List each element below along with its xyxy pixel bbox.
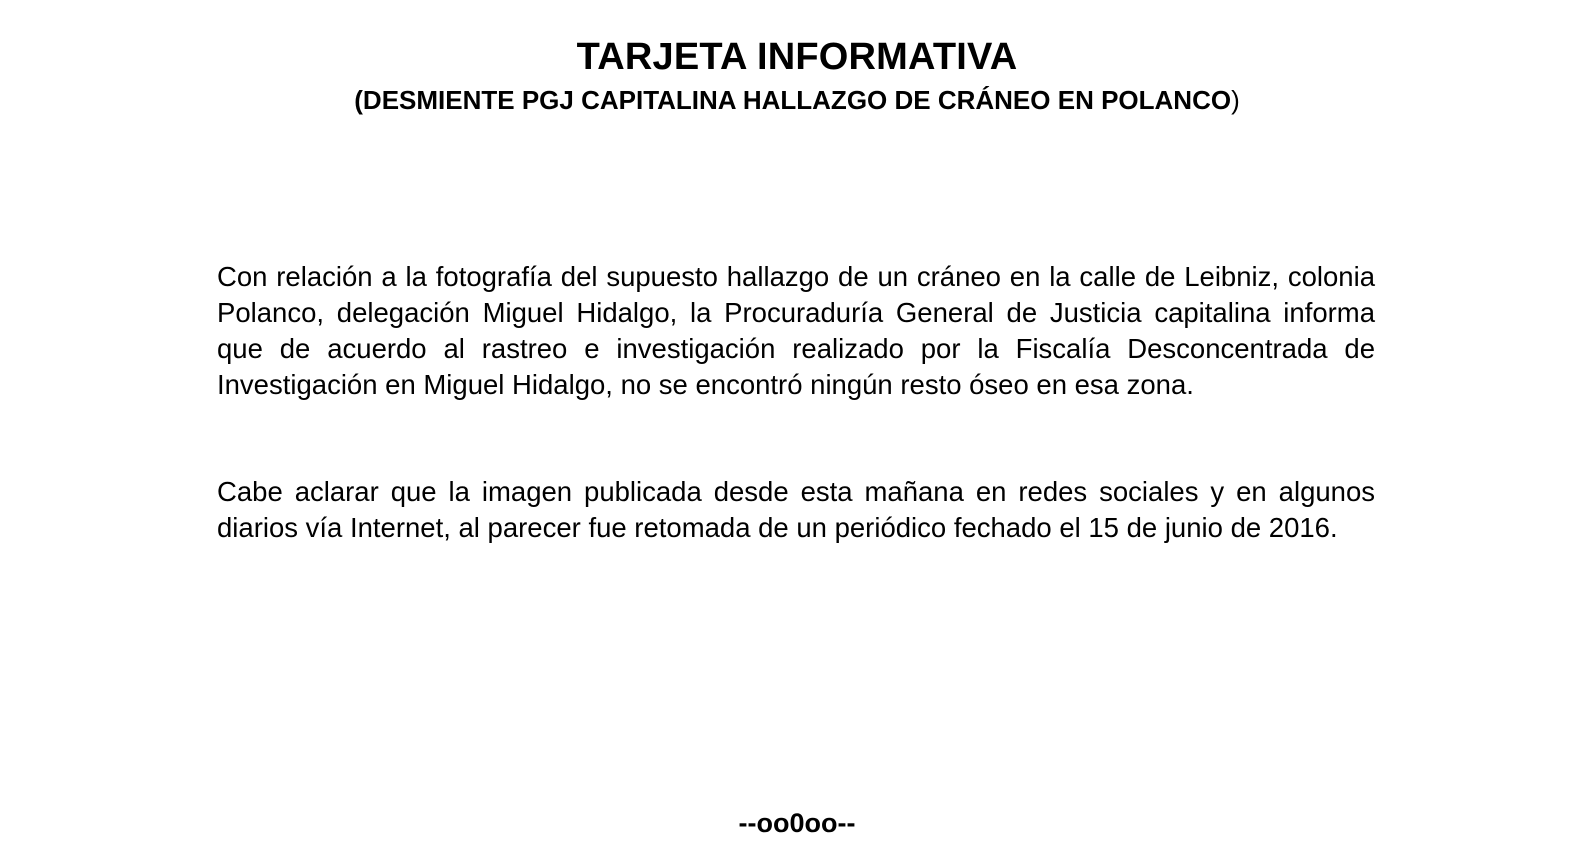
- document-title: TARJETA INFORMATIVA: [576, 36, 1018, 78]
- body-paragraph-2: Cabe aclarar que la imagen publicada desde esta mañana en redes sociales y en algunos diarios vía Internet, al parecer fue retomada de un periódico fechado el 15 de junio de 2016.: [217, 476, 1375, 543]
- body-paragraph-1: Con relación a la fotografía del supuesto hallazgo de un cráneo en la calle de Leibniz, colonia Polanco, delegación Miguel Hidalgo, la Procuraduría General de Justicia capitalina informa que de acuerdo al rastreo e investigación realizado por la Fiscalía Desconcentrada de Investigación en Miguel Hidalgo, no se encontró ningún resto óseo en esa zona.: [217, 261, 1375, 400]
- subtitle-text: DESMIENTE PGJ CAPITALINA HALLAZGO DE CRÁNEO EN POLANCO: [362, 85, 1232, 115]
- subtitle-close-paren: ): [1231, 85, 1240, 115]
- closing-mark: --oo0oo--: [738, 808, 856, 838]
- subtitle-open-paren: (: [354, 85, 363, 115]
- document-subtitle: [0, 82, 1594, 118]
